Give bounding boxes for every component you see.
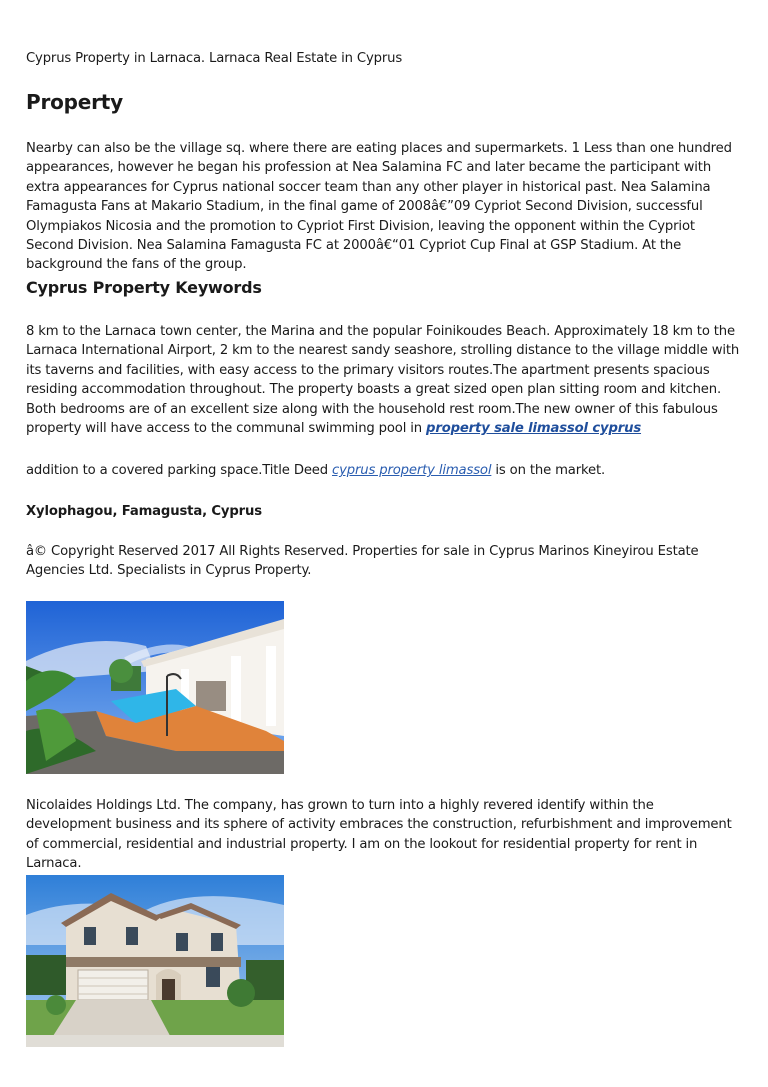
location-line: Xylophagou, Famagusta, Cyprus bbox=[26, 504, 262, 519]
property-sale-limassol-link[interactable]: property sale limassol cyprus bbox=[426, 421, 642, 437]
keywords-paragraph bbox=[26, 322, 742, 438]
copyright-paragraph: â© Copyright Reserved 2017 All Rights Reserved. Properties for sale in Cyprus Marinos Kineyirou Estate Agencies Ltd. Specialists in Cyprus Property. bbox=[26, 544, 699, 579]
parking-text-after: is on the market. bbox=[491, 463, 606, 478]
company-paragraph: Nicolaides Holdings Ltd. The company, has grown to turn into a highly revered identify within the development business and its sphere of activity embraces the construction, refurbishment and improvement of commercial, residential and industrial property. I am on the lookout for residential property for rent in Larnaca. bbox=[26, 798, 732, 872]
page-title: Property bbox=[26, 90, 124, 114]
parking-paragraph bbox=[26, 461, 742, 480]
page-subtitle: Cyprus Property in Larnaca. Larnaca Real Estate in Cyprus bbox=[26, 51, 403, 66]
keywords-heading: Cyprus Property Keywords bbox=[26, 278, 262, 297]
keywords-text: 8 km to the Larnaca town center, the Marina and the popular Foinikoudes Beach. Approximately 18 km to the Larnaca International Airport, 2 km to the nearest sandy seashore, strolling distance to the village middle with its taverns and facilities, with easy access to the primary visitors routes.The apartment presents spacious residing accommodation throughout. The property boasts a great sized open plan sitting room and kitchen. Both bedrooms are of an excellent size along with the household rest room.The new owner of this fabulous property will have access to the communal swimming pool in bbox=[26, 324, 740, 437]
cyprus-property-limassol-link[interactable]: cyprus property limassol bbox=[332, 463, 492, 478]
intro-paragraph: Nearby can also be the village sq. where there are eating places and supermarkets. 1 Less than one hundred appearances, however he began his profession at Nea Salamina FC and later became the participant with extra appearances for Cyprus national soccer team than any other player in historical past. Nea Salamina Famagusta Fans at Makario Stadium, in the final game of 2008â€”09 Cypriot Second Division, successful Olympiakos Nicosia and the promotion to Cypriot First Division, leaving the opponent within the Cypriot Second Division. Nea Salamina Famagusta FC at 2000â€“01 Cypriot Cup Final at GSP Stadium. At the background the fans of the group. bbox=[26, 141, 732, 273]
pool-villa-photo bbox=[26, 601, 284, 774]
two-story-house-photo bbox=[26, 875, 284, 1047]
parking-text-before: addition to a covered parking space.Title Deed bbox=[26, 463, 333, 478]
